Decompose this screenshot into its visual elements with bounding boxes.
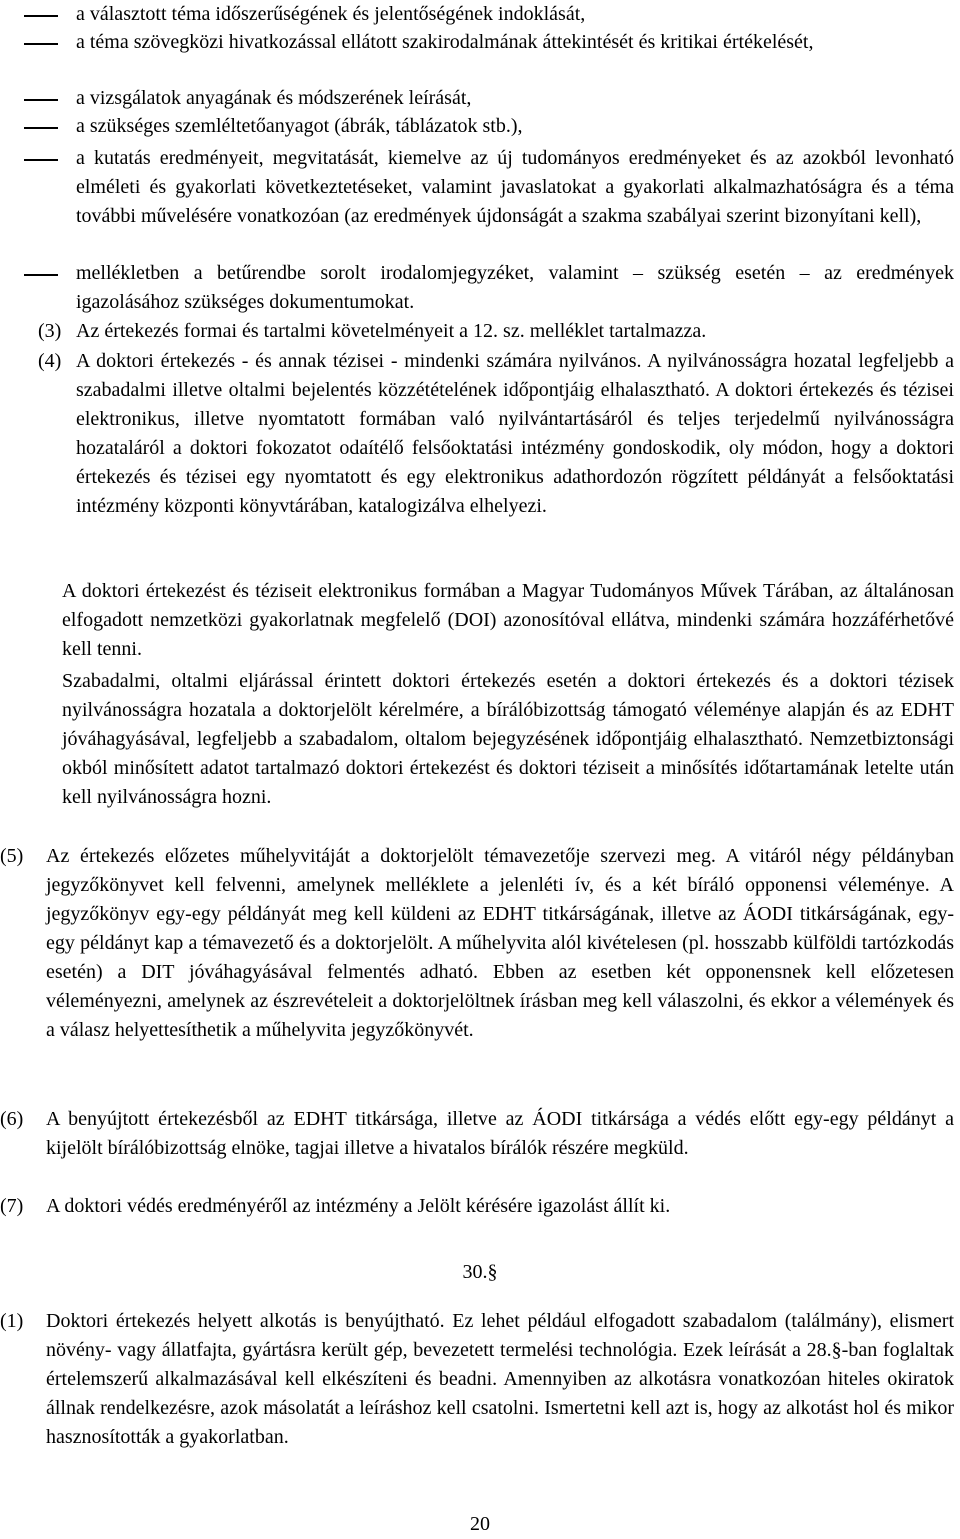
list-dash [24,43,58,45]
list-dash [24,15,58,17]
item-number: (3) [38,320,62,342]
list-dash [24,274,58,276]
item-text: A benyújtott értekezésből az EDHT titkársága, illetve az ÁODI titkársága a védés előtt egy-egy példányt a kijelölt bírálóbizottság elnöke, tagjai illetve a hivatalos bírálók részére megküld. [46,1108,954,1159]
item-text: A doktori védés eredményéről az intézmény a Jelölt kérésére igazolást állít ki. [46,1195,671,1217]
item-text: A doktori értekezést és téziseit elektronikus formában a Magyar Tudományos Művek Tárában, az általánosan elfogadott nemzetközi gyakorlatnak megfelelő (DOI) azonosítóval ellátva, mindenki számára hozzáférhetővé kell tenni. [62,580,954,660]
item-number: (6) [0,1108,24,1130]
dash-item: a kutatás eredményeit, megvitatását, kiemelve az új tudományos eredményeket és az azokból levonható elméleti és gyakorlati következtetéseket, valamint javaslatokat a gyakorlati alkalmazhatóságra és a téma további művelésére vonatkozóan (az eredmények újdonságát a szakma szabályai szerint bizonyítani kell), [76,147,954,227]
item-number: (1) [0,1310,24,1332]
item-text: Az értekezés előzetes műhelyvitáját a doktorjelölt témavezetője szervezi meg. A vitáról négy példányban jegyzőkönyvet kell felvenni, amelynek melléklete a jelenléti ív, és a két bíráló opponensi véleménye. A jegyzőkönyv egy-egy példányát meg kell küldeni az EDHT titkárságának, illetve az ÁODI titkárságának, egy-egy példányt kap a témavezető és a doktorjelölt. A műhelyvita alól kivételesen (pl. hosszabb külföldi tartózkodás esetén) a DIT jóváhagyásával felmentés adható. Ebben az esetben két opponensnek kell előzetesen véleményezni, amelynek az észrevételeit a doktorjelöltnek írásban meg kell válaszolni, és ekkor a vélemények és a válasz helyettesíthetik a műhelyvita jegyzőkönyvét. [46,845,954,1041]
page-number: 20 [470,1513,490,1535]
list-dash [24,99,58,101]
item-text: Szabadalmi, oltalmi eljárással érintett doktori értekezés esetén a doktori értekezés és a doktori tézisek nyilvánosságra hozatala a doktorjelölt kérelmére, a bírálóbizottság támogató véleménye alapján és az EDHT jóváhagyásával, legfeljebb a szabadalom, oltalom bejegyzésének időpontjáig elhalasztható. Nemzetbiztonsági okból minősített adatot tartalmazó doktori értekezést és doktori téziseit a minősítés időtartamának letelte után kell nyilvánosságra hozni. [62,670,954,808]
item-number: (4) [38,350,62,372]
dash-item: mellékletben a betűrendbe sorolt irodalomjegyzéket, valamint – szükség esetén – az eredmények igazolásához szükséges dokumentumokat. [76,262,954,313]
item-text: A doktori értekezés - és annak tézisei - mindenki számára nyilvános. A nyilvánosságra hozatal legfeljebb a szabadalmi illetve oltalmi bejelentés közzétételének időpontjáig elhalasztható. A doktori értekezés és tézisei elektronikus, illetve nyomtatott formában való nyilvántartásáról és teljes terjedelmű nyilvánosságra hozataláról a doktori fokozatot odaítélő felsőoktatási intézmény gondoskodik, oly módon, hogy a doktori értekezés és tézisei egy nyomtatott és egy elektronikus adathordozón rögzített példányát a felsőoktatási intézmény központi könyvtárában, katalogizálva elhelyezi. [76,350,954,517]
list-dash [24,127,58,129]
item-text: Az értekezés formai és tartalmi követelményeit a 12. sz. melléklet tartalmazza. [76,320,707,342]
dash-item: a vizsgálatok anyagának és módszerének leírását, [76,87,472,109]
item-text: Doktori értekezés helyett alkotás is benyújtható. Ez lehet például elfogadott szabadalom (találmány), elismert növény- vagy állatfajta, gyártásra került gép, bevezetett termelési technológia. Ezek leírását a 28.§-ban foglaltak értelemszerű alkalmazásával kell elkészíteni és beadni. Amennyiben az alkotásra vonatkozóan hiteles okiratok állnak rendelkezésre, azok másolatát a leíráshoz kell csatolni. Ismertetni kell azt is, hogy az alkotást hol és mikor hasznosították a gyakorlatban. [46,1310,954,1448]
section-heading: 30.§ [462,1261,498,1283]
list-dash [24,159,58,161]
dash-item: a téma szövegközi hivatkozással ellátott szakirodalmának áttekintését és kritikai értékelését, [76,31,814,53]
dash-item: a választott téma időszerűségének és jelentőségének indoklását, [76,3,586,25]
dash-item: a szükséges szemléltetőanyagot (ábrák, táblázatok stb.), [76,115,523,137]
item-number: (5) [0,845,24,867]
item-number: (7) [0,1195,24,1217]
